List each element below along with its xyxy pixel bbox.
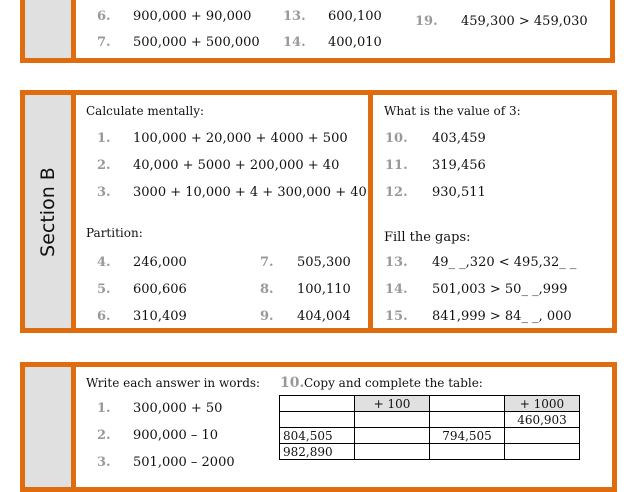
item-number: 6. (97, 309, 111, 324)
item-number: 1. (97, 401, 111, 416)
item-number: 7. (260, 255, 274, 270)
item-number: 3. (97, 455, 111, 470)
item-text: 600,100 (328, 9, 382, 24)
table-cell (430, 412, 505, 428)
item-text: 100,000 + 20,000 + 4000 + 500 (133, 131, 348, 146)
table-cell (430, 396, 505, 412)
table-cell (505, 428, 580, 444)
item-text: 100,110 (297, 282, 351, 297)
table-header: + 1000 (505, 396, 580, 412)
item-number: 6. (97, 9, 111, 24)
table-cell (505, 444, 580, 460)
item-text: 246,000 (133, 255, 187, 270)
item-number: 19. (415, 14, 438, 29)
item-number: 3. (97, 185, 111, 200)
item-text: 404,004 (297, 309, 351, 324)
item-text: 459,300 > 459,030 (461, 14, 588, 29)
item-text: 501,000 – 2000 (133, 455, 235, 470)
table-cell: 804,505 (280, 428, 355, 444)
table-cell (355, 444, 430, 460)
item-number: 10. (385, 131, 408, 146)
table-cell (280, 396, 355, 412)
table-cell (430, 444, 505, 460)
table-cell (355, 412, 430, 428)
item-number: 4. (97, 255, 111, 270)
table-row (280, 396, 580, 412)
item-text: 930,511 (432, 185, 486, 200)
item-text: 500,000 + 500,000 (133, 35, 260, 50)
item-text: 505,300 (297, 255, 351, 270)
section-a-side (25, 0, 76, 58)
table-cell: 982,890 (280, 444, 355, 460)
item-text: 40,000 + 5000 + 200,000 + 40 (133, 158, 340, 173)
item-number: 11. (385, 158, 408, 173)
item-text: 300,000 + 50 (133, 401, 223, 416)
item-number: 5. (97, 282, 111, 297)
table-cell (355, 428, 430, 444)
item-text: 319,456 (432, 158, 486, 173)
table-cell (280, 412, 355, 428)
item-number: 15. (385, 309, 408, 324)
item-text: 310,409 (133, 309, 187, 324)
item-text: 600,606 (133, 282, 187, 297)
table-row (280, 412, 580, 428)
complete-table (279, 395, 580, 460)
table-header: + 100 (355, 396, 430, 412)
table-cell: 794,505 (430, 428, 505, 444)
item-number: 14. (385, 282, 408, 297)
column-divider (368, 95, 373, 328)
item-text: 841,999 > 84_ _, 000 (432, 309, 572, 324)
section-a-box (20, 0, 615, 63)
item-text: 49_ _,320 < 495,32_ _ (432, 255, 577, 270)
item-number: 14. (283, 35, 306, 50)
item-number: 8. (260, 282, 274, 297)
instruction-label: Fill the gaps: (384, 230, 471, 245)
instruction-label: What is the value of 3: (384, 104, 521, 118)
item-number: 9. (260, 309, 274, 324)
item-number: 7. (97, 35, 111, 50)
item-number: 1. (97, 131, 111, 146)
item-number: 13. (283, 9, 306, 24)
item-number: 2. (97, 158, 111, 173)
instruction-label: Write each answer in words: (86, 376, 261, 390)
instruction-label: Partition: (86, 226, 143, 240)
item-text: 403,459 (432, 131, 486, 146)
item-number: 2. (97, 428, 111, 443)
item-text: 900,000 – 10 (133, 428, 219, 443)
section-c-side (25, 367, 76, 487)
item-text: 400,010 (328, 35, 382, 50)
table-row (280, 428, 580, 444)
item-text: 3000 + 10,000 + 4 + 300,000 + 40 (133, 185, 367, 200)
instruction-label: Calculate mentally: (86, 104, 205, 118)
item-number: 12. (385, 185, 408, 200)
item-text: 501,003 > 50_ _,999 (432, 282, 568, 297)
table-cell: 460,903 (505, 412, 580, 428)
item-text: 900,000 + 90,000 (133, 9, 252, 24)
section-b-title-wrap (25, 95, 71, 328)
item-number: 10. (280, 375, 305, 391)
section-b-box (20, 90, 617, 333)
item-number: 13. (385, 255, 408, 270)
section-title: Section B (37, 166, 60, 257)
instruction-label: Copy and complete the table: (304, 376, 483, 390)
table-row (280, 444, 580, 460)
